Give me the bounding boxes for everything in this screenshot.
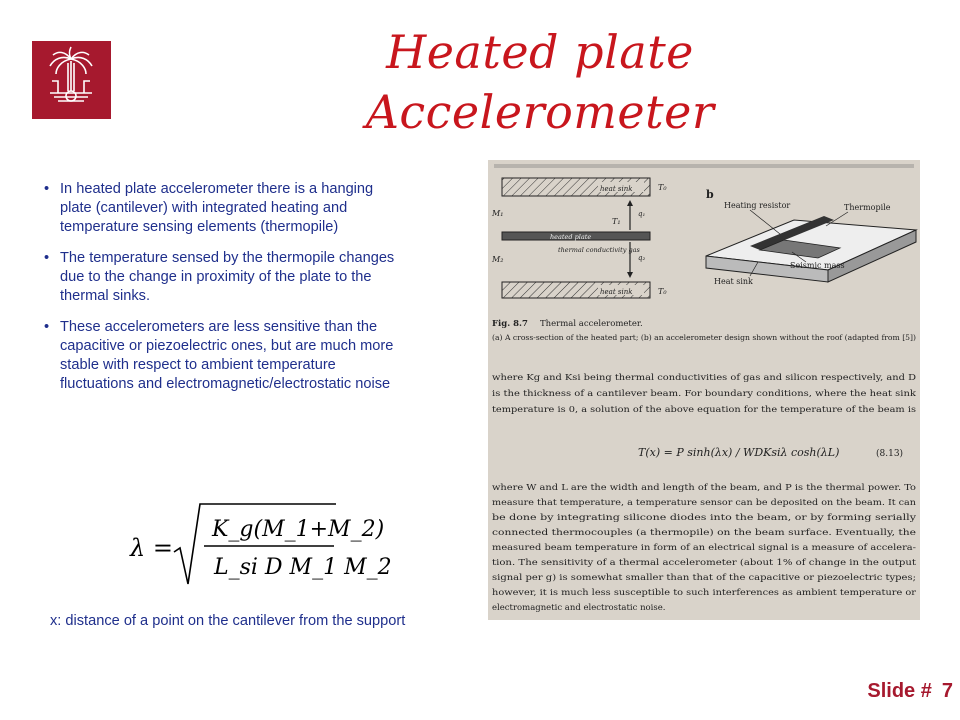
lambda-formula [128, 500, 392, 590]
label-thermopile: Thermopile [844, 203, 891, 212]
paragraph-line: is the thickness of a cantilever beam. For boundary conditions, where the heat sink [492, 389, 917, 399]
bullet-icon: • [44, 319, 50, 335]
book-equation: T(x) = P sinh(λx) / WDKsiλ cosh(λL) [638, 446, 840, 459]
paragraph-line: where Kg and Ksi being thermal conductivities of gas and silicon respectively, and D [492, 373, 917, 383]
formula-denominator: L_si D M_1 M_2 [214, 555, 392, 580]
label-heat-sink-bottom: heat sink [600, 288, 633, 296]
label-t0-bottom: T₀ [658, 287, 667, 296]
slide-number-value: 7 [941, 680, 953, 702]
label-heated-plate: heated plate [550, 233, 592, 241]
note-text: x: distance of a point on the cantilever from the support [50, 613, 406, 629]
slide-title: Heated plate Accelerometer [365, 25, 715, 139]
figure-caption-title: Thermal accelerometer. [540, 319, 643, 329]
bullet-text: These accelerometers are less sensitive than the capacitive or piezoelectric ones, but are much more stable with respect to ambient temperature fluctuations and electromagnetic/electrostatic noise [60, 319, 394, 392]
bullet-list [44, 180, 400, 406]
bullet-icon: • [44, 181, 50, 197]
label-heating-resistor: Heating resistor [724, 201, 791, 210]
paragraph-line: electromagnetic and electrostatic noise. [492, 603, 666, 613]
label-t1: T₁ [612, 217, 621, 226]
label-t0-top: T₀ [658, 183, 667, 192]
formula-lhs: λ = [130, 534, 173, 562]
bullet-item [44, 249, 400, 306]
paragraph-1 [492, 373, 917, 415]
paragraph-line: measured beam temperature in form of an electrical signal is a measure of accelera- [492, 543, 917, 553]
paragraph-line: be done by integrating silicone diodes into the beam, or by forming serially [492, 513, 917, 523]
cross-section-figure [491, 178, 667, 298]
book-equation-number: (8.13) [876, 449, 904, 459]
bullet-item [44, 318, 400, 394]
paragraph-2 [492, 483, 917, 613]
label-seismic-mass: Seismic mass [790, 261, 845, 270]
label-m2: M₂ [492, 255, 504, 264]
paragraph-line: tion. The sensitivity of a thermal accelerometer (about 1% of change in the output [492, 558, 848, 568]
textbook-scan [488, 160, 920, 620]
paragraph-line: where W and L are the width and length of the beam, and P is the thermal power. To [492, 483, 916, 493]
paragraph-line: signal per g) is somewhat smaller than that of the capacitive or piezoelectric types; [492, 573, 853, 583]
paragraph-line: connected thermocouples (a thermopile) on the beam surface. Eventually, the [492, 528, 828, 538]
label-q1: q₁ [638, 210, 646, 218]
formula-numerator: K_g(M_1+M_2) [212, 517, 385, 542]
bullet-text: The temperature sensed by the thermopile changes due to the change in proximity of the plate to the thermal sinks. [60, 250, 395, 304]
label-gas: thermal conductivity gas [558, 246, 640, 254]
bullet-item [44, 180, 400, 237]
paragraph-line: however, it is much less susceptible to such interferences as ambient temperature or [492, 588, 918, 598]
figure-caption-body: (a) A cross-section of the heated part; (b) an accelerometer design shown without the roof (adapted from [5]) [492, 333, 917, 342]
label-heat-sink-top: heat sink [600, 185, 633, 193]
figure-caption-head: Fig. 8.7 [492, 319, 528, 329]
university-logo [32, 41, 111, 119]
slide-number-label: Slide # [867, 680, 932, 702]
label-heat-sink-b: Heat sink [714, 277, 753, 286]
device-figure [706, 188, 916, 286]
label-m1: M₁ [492, 209, 504, 218]
bullet-text: In heated plate accelerometer there is a hanging plate (cantilever) with integrated heating and temperature sensing elements (thermopile) [60, 181, 374, 235]
label-q2: q₂ [638, 254, 646, 262]
paragraph-line: measure that temperature, a temperature sensor can be deposited on the beam. It can [492, 498, 917, 508]
label-b: b [706, 188, 714, 201]
bullet-icon: • [44, 250, 50, 266]
slide-number [835, 676, 953, 706]
paragraph-line: temperature is 0, a solution of the above equation for the temperature of the beam is [492, 405, 916, 415]
